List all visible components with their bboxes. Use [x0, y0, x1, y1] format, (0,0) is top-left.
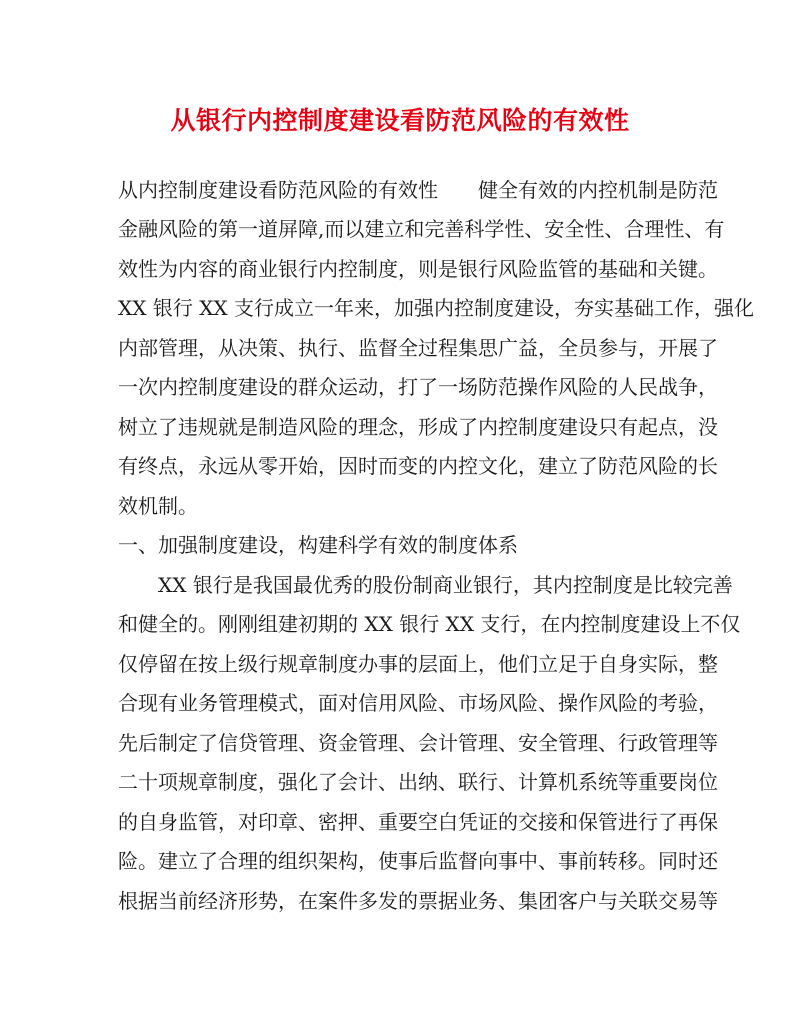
paragraph-line-13: 合现有业务管理模式，面对信用风险、市场风险、操作风险的考验， [118, 691, 718, 715]
paragraph-line-17: 险。建立了合理的组织架构，使事后监督向事中、事前转移。同时还 [118, 849, 718, 873]
paragraph-line-12: 仅停留在按上级行规章制度办事的层面上，他们立足于自身实际，整 [118, 652, 718, 676]
paragraph-line-3: 效性为内容的商业银行内控制度，则是银行风险监管的基础和关键。 [118, 257, 718, 281]
paragraph-line-16: 的自身监管，对印章、密押、重要空白凭证的交接和保管进行了再保 [118, 810, 718, 834]
paragraph-line-6: 一次内控制度建设的群众运动，打了一场防范操作风险的人民战争， [118, 375, 718, 399]
paragraph-line-7: 树立了违规就是制造风险的理念，形成了内控制度建设只有起点，没 [118, 415, 718, 439]
paragraph-line-1: 从内控制度建设看防范风险的有效性 健全有效的内控机制是防范 [118, 178, 718, 202]
paragraph-line-15: 二十项规章制度，强化了会计、出纳、联行、计算机系统等重要岗位 [118, 770, 718, 794]
document-title: 从银行内控制度建设看防范风险的有效性 [170, 106, 630, 135]
paragraph-line-14: 先后制定了信贷管理、资金管理、会计管理、安全管理、行政管理等 [118, 731, 718, 755]
paragraph-line-2: 金融风险的第一道屏障,而以建立和完善科学性、安全性、合理性、有 [118, 217, 725, 241]
paragraph-line-11: 和健全的。刚刚组建初期的 XX 银行 XX 支行，在内控制度建设上不仅 [118, 612, 741, 636]
paragraph-line-8: 有终点，永远从零开始，因时而变的内控文化，建立了防范风险的长 [118, 454, 718, 478]
paragraph-line-4: XX 银行 XX 支行成立一年来，加强内控制度建设，夯实基础工作，强化 [118, 296, 755, 320]
section-heading: 一、加强制度建设，构建科学有效的制度体系 [118, 533, 518, 557]
paragraph-line-18: 根据当前经济形势，在案件多发的票据业务、集团客户与关联交易等 [118, 889, 718, 913]
paragraph-line-5: 内部管理，从决策、执行、监督全过程集思广益，全员参与，开展了 [118, 336, 718, 360]
paragraph-line-10: XX 银行是我国最优秀的股份制商业银行，其内控制度是比较完善 [158, 573, 733, 597]
paragraph-line-9: 效机制。 [118, 494, 198, 518]
